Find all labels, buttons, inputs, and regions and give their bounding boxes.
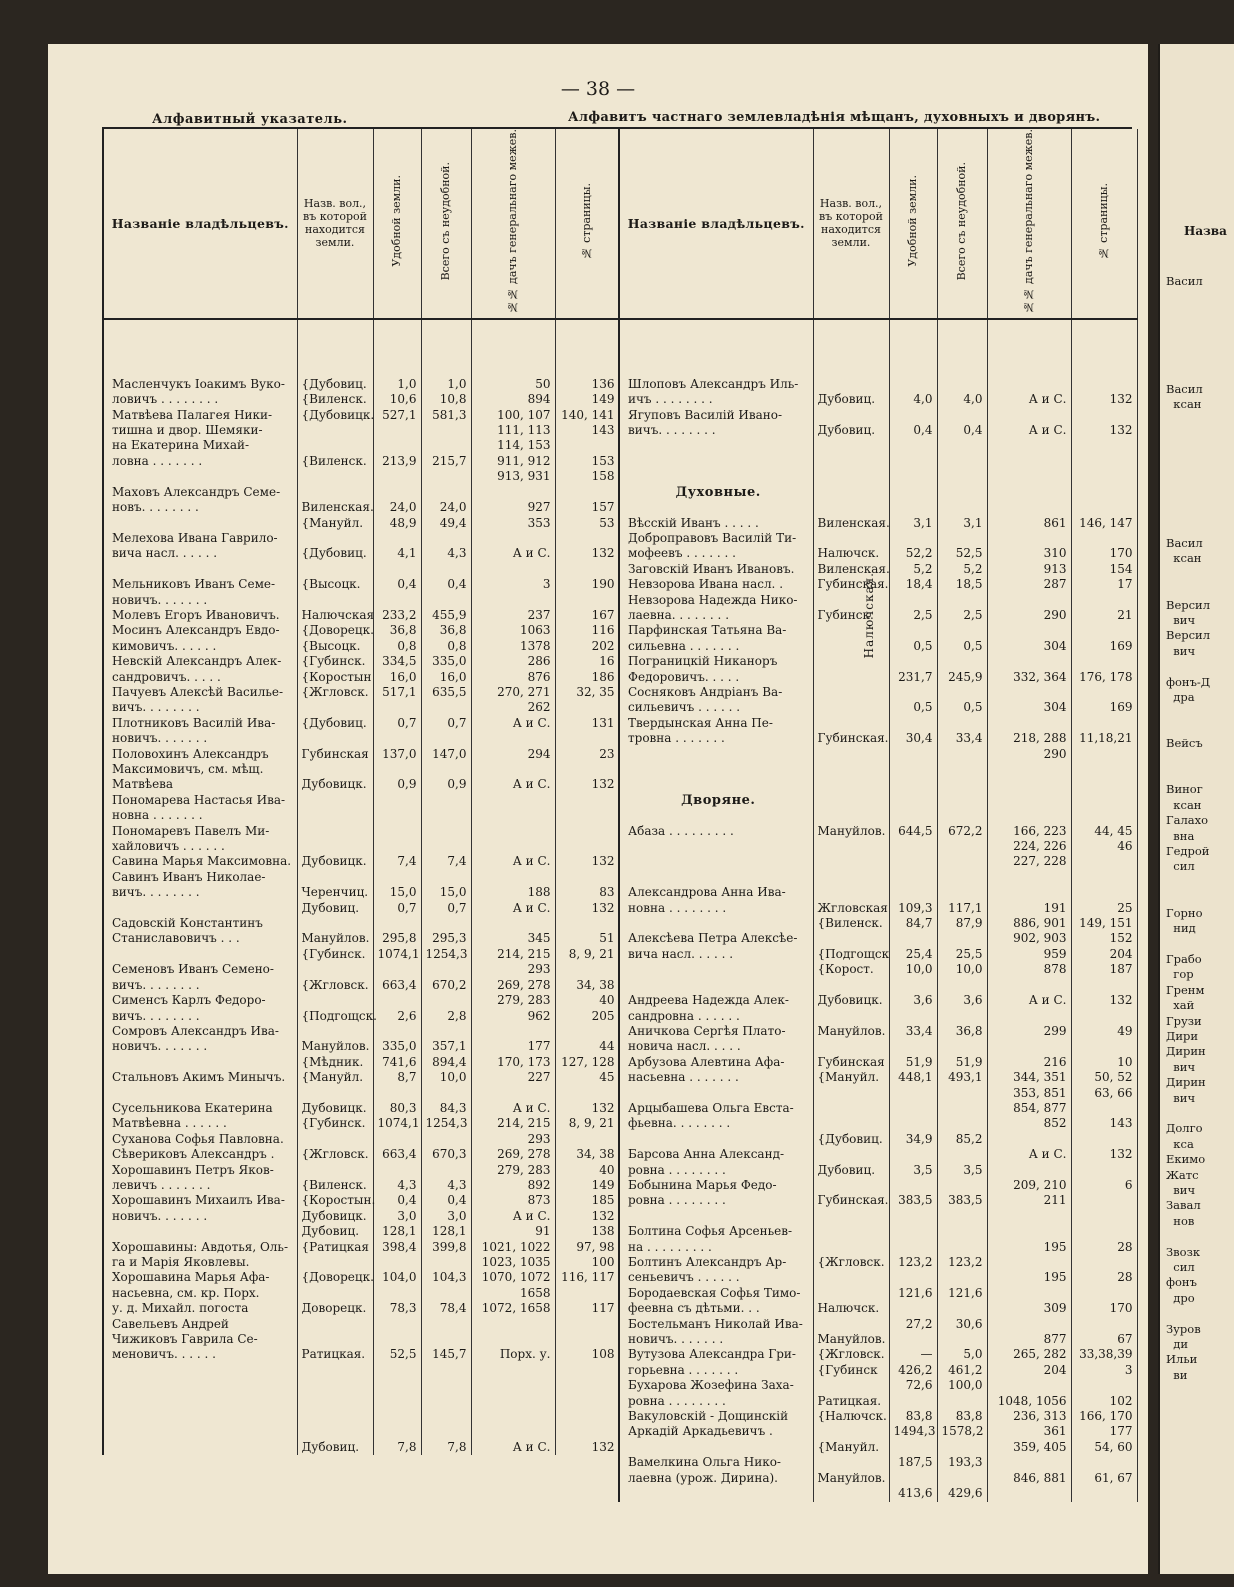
col-total-header: Всего съ неудобной. bbox=[439, 162, 452, 281]
section-heading: Духовные. bbox=[675, 484, 761, 500]
section-heading: Дворяне. bbox=[681, 792, 756, 808]
right-total-land: 4,0 0,4 3,1 52,5 5,2 18,5 2,5 0,5 245,9 0,5 33,4 672,2 117,1 87,9 25,5 10,0 3,6 36,8 51,9 493,1 85,2 3,5 383,5 123,2 121,6 30,6 5,0 461,2 100,0 83,8 1578,2 193,3 429,6 bbox=[941, 392, 984, 1501]
col-page-header-right: № страницы. bbox=[1097, 183, 1110, 260]
left-useful-land: 1,0 10,6 527,1 213,9 24,0 48,9 4,1 0,4 233,2 36,8 0,8 334,5 16,0 517,1 0,7 137,0 0,9 7,4 15,0 0,7 295,8 1074,1 663,4 2,6 335,0 741,6 8,7 80,3 1074,1 663,4 4,3 0,4 3,0 128,1 398,4 104,0 78,3 52,5 7,8 bbox=[377, 376, 420, 1454]
rotated-volost-label: Налючская. bbox=[862, 572, 876, 659]
next-page-fragments: Васил Васил ксан Васил ксан Версил вич Версил вич фонъ-Д дра Вейсъ Виног ксан Галахо вна Гедрой сил Горно нид Грабо гор Гренм хай Грузи Дири Дирин вич Дирин вич Долго кса Екимо Жатс вич Завал нов Звозк сил фонъ дро Зуров ди Ильи ви bbox=[1166, 274, 1211, 1382]
col-dachas-header: №№ дачъ генеральнаго межев. bbox=[506, 129, 519, 314]
header-right: Алфавитъ частнаго землевладѣнія мѣщанъ, духовныхъ и дворянъ. bbox=[568, 110, 1101, 125]
ledger-page bbox=[48, 44, 1148, 1574]
right-ledger-table bbox=[618, 129, 1138, 1502]
col-useful-header: Удобной земли. bbox=[390, 175, 403, 268]
col-volost-header-right: Назв. вол., въ которой находится земли. bbox=[813, 129, 889, 319]
col-volost-header: Назв. вол., въ которой находится земли. bbox=[297, 129, 373, 319]
right-owner-names: Шлоповъ Александръ Иль- ичъ . . . . . . . . Ягуповъ Василій Ивано- вичъ. . . . . . . . Духовные. Вѣсскій Иванъ . . . . . Доброправовъ Василій Ти- мофеевъ . . . . . . . Заговскій Иванъ Ивановъ. Невзорова Ивана насл. . Невзорова Надежда Нико- лаевна. . . . . . . . Парфинская Татьяна Ва- сильевна . . . . . . . Пограницкій Никаноръ Федоровичъ. . . . . Сосняковъ Андріанъ Ва- сильевичъ . . . . . . Твердынская Анна Пе- тровна . . . . . . . Дворяне. Абаза . . . . . . . . . Александрова Анна Ива- новна . . . . . . . . Алексѣева Петра Алексѣе- вича насл. . . . . . Андреева Надежда Алек- сандровна . . . . . . Аничкова Сергѣя Плато- новича насл. . . . . Арбузова Алевтина Афа- насьевна . . . . . . . Арцыбашева Ольга Евста- фьевна. . . . . . . . Барсова Анна Александ- ровна . . . . . . . . Бобынина Марья Федо- ровна . . . . . . . . Болтина Софья Арсеньев- на . . . . . . . . . Болтинъ Александръ Ар- сеньевичъ . . . . . . Бородаевская Софья Тимо- феевна съ дѣтьми. . . Бостельманъ Николай Ива- новичъ. . . . . . . Вутузова Александра Гри- горьевна . . . . . . . Бухарова Жозефина Заха- ровна . . . . . . . . Вакуловскій - Дощинскій Аркадій Аркадьевичъ . Вамелкина Ольга Нико- лаевна (урож. Дирина). bbox=[620, 377, 813, 1486]
right-useful-land: 4,0 0,4 3,1 52,2 5,2 18,4 2,5 0,5 231,7 0,5 30,4 644,5 109,3 84,7 25,4 10,0 3,6 33,4 51,9 448,1 34,9 3,5 383,5 123,2 121,6 27,2 — 426,2 72,6 83,8 1494,3 187,5 413,6 bbox=[893, 392, 936, 1501]
right-page-numbers: 132 132 146, 147 170 154 17 21 169 176, 178 169 11,18,21 44, 45 46 25 149, 151 152 204 187 132 49 10 50, 52 63, 66 143 132 6 28 28 170 67 33,38,39 3 102 166, 170 177 54, 60 61, 67 bbox=[1079, 392, 1133, 1485]
left-total-land: 1,0 10,8 581,3 215,7 24,0 49,4 4,3 0,4 455,9 36,8 0,8 335,0 16,0 635,5 0,7 147,0 0,9 7,4 15,0 0,7 295,3 1254,3 670,2 2,8 357,1 894,4 10,0 84,3 1254,3 670,3 4,3 0,4 3,0 128,1 399,8 104,3 78,4 145,7 7,8 bbox=[425, 376, 468, 1454]
header-left: Алфавитный указатель. bbox=[152, 112, 348, 127]
col-total-header-right: Всего съ неудобной. bbox=[955, 162, 968, 281]
col-page-header: № страницы. bbox=[580, 183, 593, 260]
left-dacha-numbers: 50 894 100, 107 111, 113 114, 153 911, 912 913, 931 927 353 А и С. 3 237 1063 1378 286 876 270, 271 262 А и С. 294 А и С. А и С. 188 А и С. 345 214, 215 293 269, 278 279, 283 962 177 170, 173 227 А и С. 214, 215 293 269, 278 279, 283 892 873 А и С. 91 1021, 1022 1023, 1035 1070, 1072 1658 1072, 1658 Порх. у. А и С. bbox=[481, 376, 551, 1454]
col-useful-header-right: Удобной земли. bbox=[906, 175, 919, 268]
next-page-edge bbox=[1158, 44, 1234, 1574]
right-dacha-numbers: А и С. А и С. 861 310 913 287 290 304 332, 364 304 218, 288 290 166, 223 224, 226 227, 228 191 886, 901 902, 903 959 878 А и С. 299 216 344, 351 353, 851 854, 877 852 А и С. 209, 210 211 195 195 309 877 265, 282 204 1048, 1056 236, 313 361 359, 405 846, 881 bbox=[997, 392, 1067, 1485]
right-volosts: Дубовиц. Дубовиц. Виленская. Налючск. Виленская. Губинская. Губинск. Губинская. Мануйлов. Жгловская {Виленск. {Подгощск {Корост. Дубовицк. Мануйлов. Губинская {Мануйл. {Дубовиц. Дубовиц. Губинская. {Жгловск. Налючск. Мануйлов. {Жгловск. {Губинск Ратицкая. {Налючск. {Мануйл. Мануйлов. bbox=[817, 392, 890, 1485]
next-page-heading: Назва bbox=[1184, 224, 1227, 238]
page-number: — 38 — bbox=[560, 78, 636, 100]
left-owner-names: Масленчукъ Іоакимъ Вуко- ловичъ . . . . . . . . Матвѣева Палагея Ники- тишна и двор. Шемяки- на Екатерина Михай- ловна . . . . . . . Маховъ Александръ Семе- новъ. . . . . . . . Мелехова Ивана Гаврило- вича насл. . . . . . Мельниковъ Иванъ Семе- новичъ. . . . . . . Молевъ Егоръ Ивановичъ. Мосинъ Александръ Евдо- кимовичъ. . . . . . Невскій Александръ Алек- сандровичъ. . . . . Пачуевъ Алексѣй Василье- вичъ. . . . . . . . Плотниковъ Василій Ива- новичъ. . . . . . . Половохинъ Александръ Максимовичъ, см. мѣщ. Матвѣева Пономарева Настасья Ива- новна . . . . . . . Пономаревъ Павелъ Ми- хайловичъ . . . . . . Савина Марья Максимовна. Савинъ Иванъ Николае- вичъ. . . . . . . . Садовскій Константинъ Станиславовичъ . . . Семеновъ Иванъ Семено- вичъ. . . . . . . . Сименсъ Карлъ Федоро- вичъ. . . . . . . . Сомровъ Александръ Ива- новичъ. . . . . . . Стальновъ Акимъ Минычъ. Сусельникова Екатерина Матвѣевна . . . . . . Суханова Софья Павловна. Сѣвериковъ Александръ . Хорошавинъ Петръ Яков- левичъ . . . . . . . Хорошавинъ Михаилъ Ива- новичъ. . . . . . . Хорошавины: Авдотья, Оль- га и Марія Яковлевы. Хорошавина Марья Афа- насьевна, см. кр. Порх. у. д. Михайл. погоста Савельевъ Андрей Чижиковъ Гаврила Се- меновичъ. . . . . . bbox=[112, 376, 292, 1362]
col-name-header: Названіе владѣльцевъ. bbox=[103, 129, 297, 319]
col-name-header-right: Названіе владѣльцевъ. bbox=[619, 129, 813, 319]
col-dachas-header-right: №№ дачъ генеральнаго межев. bbox=[1022, 129, 1035, 314]
left-volosts: {Дубовиц. {Виленск. {Дубовицк. {Виленск. Виленская. {Мануйл. {Дубовиц. {Высоцк. Налючская {Доворецк. {Высоцк. {Губинск. {Коростын {Жгловск. {Дубовиц. Губинская Дубовицк. Дубовицк. Черенчиц. Дубовиц. Мануйлов. {Губинск. {Жгловск. {Подгощск. Мануйлов. {Мѣдник. {Мануйл. Дубовицк. {Губинск. {Жгловск. {Виленск. {Коростын. Дубовицк. Дубовиц. {Ратицкая {Доворецк. Доворецк. Ратицкая. Дубовиц. bbox=[301, 376, 377, 1454]
left-ledger-table bbox=[102, 129, 620, 1455]
left-page-numbers: 136 149 140, 141 143 153 158 157 53 132 190 167 116 202 16 186 32, 35 131 23 132 132 83 132 51 8, 9, 21 34, 38 40 205 44 127, 128 45 132 8, 9, 21 34, 38 40 149 185 132 138 97, 98 100 116, 117 117 108 132 bbox=[561, 376, 615, 1454]
